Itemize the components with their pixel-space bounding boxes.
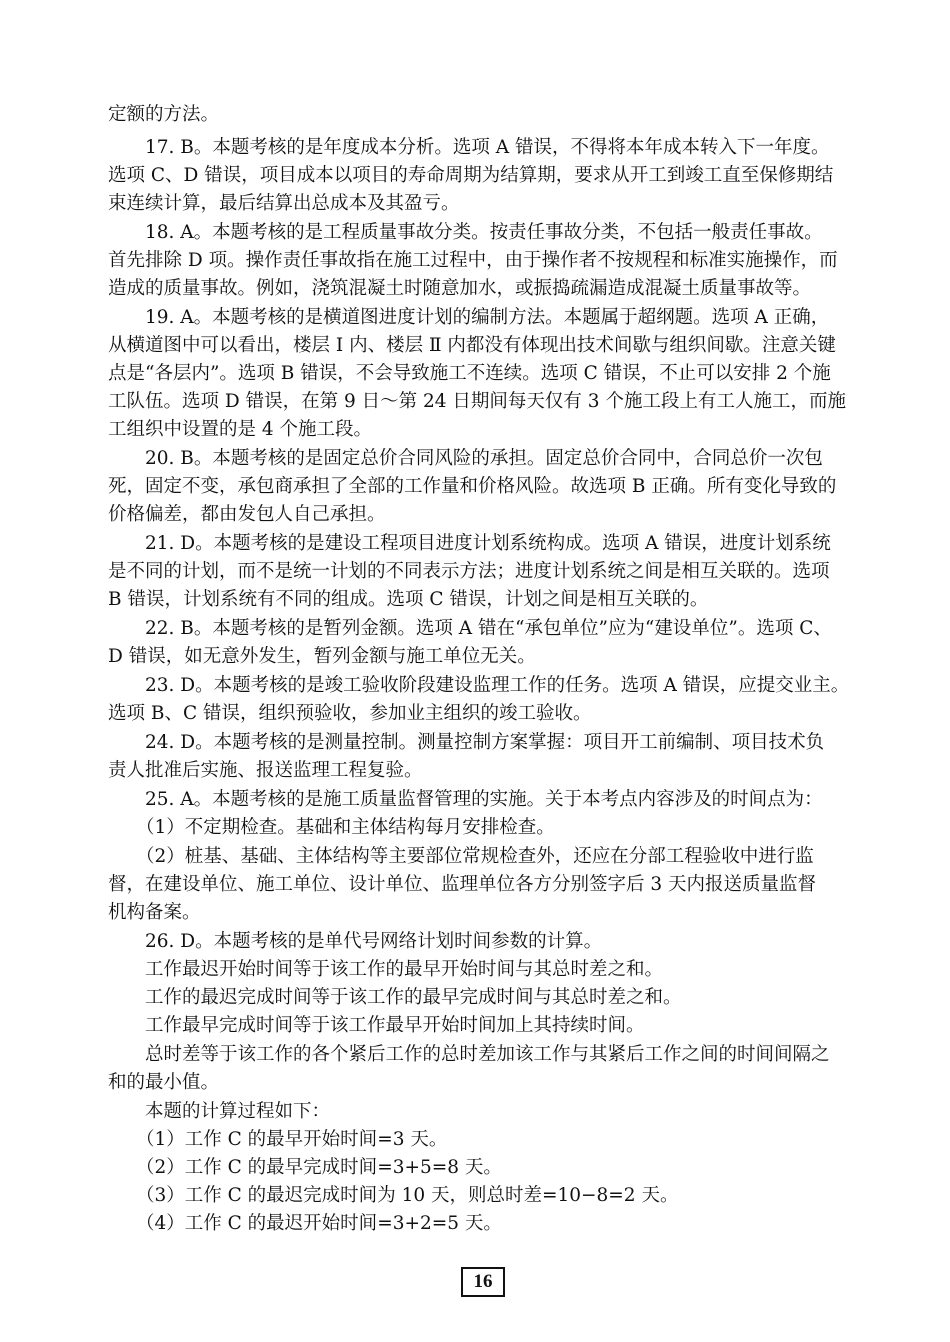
answer-20-line: 20. B。本题考核的是固定总价合同风险的承担。固定总价合同中，合同总价一次包 [145, 448, 823, 469]
text-line: 首先排除 D 项。操作责任事故指在施工过程中，由于操作者不按规程和标准实施操作，而 [108, 250, 838, 271]
text-line: 选项 C、D 错误，项目成本以项目的寿命周期为结算期，要求从开工到竣工直至保修期结 [108, 165, 834, 186]
text-line: B 错误，计划系统有不同的组成。选项 C 错误，计划之间是相互关联的。 [108, 589, 709, 610]
text-line: （1）工作 C 的最早开始时间=3 天。 [136, 1129, 448, 1150]
text-line: 从横道图中可以看出，楼层 Ⅰ 内、楼层 Ⅱ 内都没有体现出技术间歇与组织间歇。注意关键 [108, 335, 836, 356]
answer-19-line: 19. A。本题考核的是横道图进度计划的编制方法。本题属于超纲题。选项 A 正确， [145, 307, 830, 328]
text-line: （1）不定期检查。基础和主体结构每月安排检查。 [136, 817, 555, 838]
text-line: 价格偏差，都由发包人自己承担。 [108, 504, 386, 525]
text-line: D 错误，如无意外发生，暂列金额与施工单位无关。 [108, 646, 536, 667]
text-line: 选项 B、C 错误，组织预验收，参加业主组织的竣工验收。 [108, 703, 592, 724]
answer-24-line: 24. D。本题考核的是测量控制。测量控制方案掌握：项目开工前编制、项目技术负 [145, 732, 825, 753]
text-line: 责人批准后实施、报送监理工程复验。 [108, 760, 423, 781]
text-line: 是不同的计划，而不是统一计划的不同表示方法；进度计划系统之间是相互关联的。选项 [108, 561, 830, 582]
text-line: 本题的计算过程如下： [145, 1101, 331, 1122]
answer-25-line: 25. A。本题考核的是施工质量监督管理的实施。关于本考点内容涉及的时间点为： [145, 789, 823, 810]
text-line: 机构备案。 [108, 902, 201, 923]
text-line: 工队伍。选项 D 错误，在第 9 日～第 24 日期间每天仅有 3 个施工段上有工人施工，而施 [108, 391, 846, 412]
answer-21-line: 21. D。本题考核的是建设工程项目进度计划系统构成。选项 A 错误，进度计划系统 [145, 533, 831, 554]
answer-23-line: 23. D。本题考核的是竣工验收阶段建设监理工作的任务。选项 A 错误，应提交业主。 [145, 675, 850, 696]
text-line: 工组织中设置的是 4 个施工段。 [108, 419, 373, 440]
text-line: 工作的最迟完成时间等于该工作的最早完成时间与其总时差之和。 [145, 987, 682, 1008]
page-number: 16 [461, 1267, 505, 1297]
text-line: 工作最早完成时间等于该工作最早开始时间加上其持续时间。 [145, 1015, 645, 1036]
answer-22-line: 22. B。本题考核的是暂列金额。选项 A 错在“承包单位”应为“建设单位”。选项 C、 [145, 618, 832, 639]
text-line: 束连续计算，最后结算出总成本及其盈亏。 [108, 193, 460, 214]
text-line: （4）工作 C 的最迟开始时间=3+2=5 天。 [136, 1213, 502, 1234]
answer-17-line: 17. B。本题考核的是年度成本分析。选项 A 错误，不得将本年成本转入下一年度。 [145, 137, 830, 158]
answer-18-line: 18. A。本题考核的是工程质量事故分类。按责任事故分类，不包括一般责任事故。 [145, 222, 823, 243]
text-line: （3）工作 C 的最迟完成时间为 10 天，则总时差=10−8=2 天。 [136, 1185, 679, 1206]
text-line: 造成的质量事故。例如，浇筑混凝土时随意加水，或振捣疏漏造成混凝土质量事故等。 [108, 278, 812, 299]
text-line: 工作最迟开始时间等于该工作的最早开始时间与其总时差之和。 [145, 959, 664, 980]
text-line: （2）桩基、基础、主体结构等主要部位常规检查外，还应在分部工程验收中进行监 [136, 846, 814, 867]
answer-26-line: 26. D。本题考核的是单代号网络计划时间参数的计算。 [145, 931, 603, 952]
text-line: 和的最小值。 [108, 1072, 220, 1093]
text-line: 死，固定不变，承包商承担了全部的工作量和价格风险。故选项 B 正确。所有变化导致的 [108, 476, 837, 497]
text-line: 总时差等于该工作的各个紧后工作的总时差加该工作与其紧后工作之间的时间间隔之 [145, 1044, 830, 1065]
text-line: 定额的方法。 [108, 104, 220, 125]
text-line: （2）工作 C 的最早完成时间=3+5=8 天。 [136, 1157, 502, 1178]
text-line: 督，在建设单位、施工单位、设计单位、监理单位各方分别签字后 3 天内报送质量监督 [108, 874, 817, 895]
text-line: 点是“各层内”。选项 B 错误，不会导致施工不连续。选项 C 错误，不止可以安排 2 个施 [108, 363, 831, 384]
